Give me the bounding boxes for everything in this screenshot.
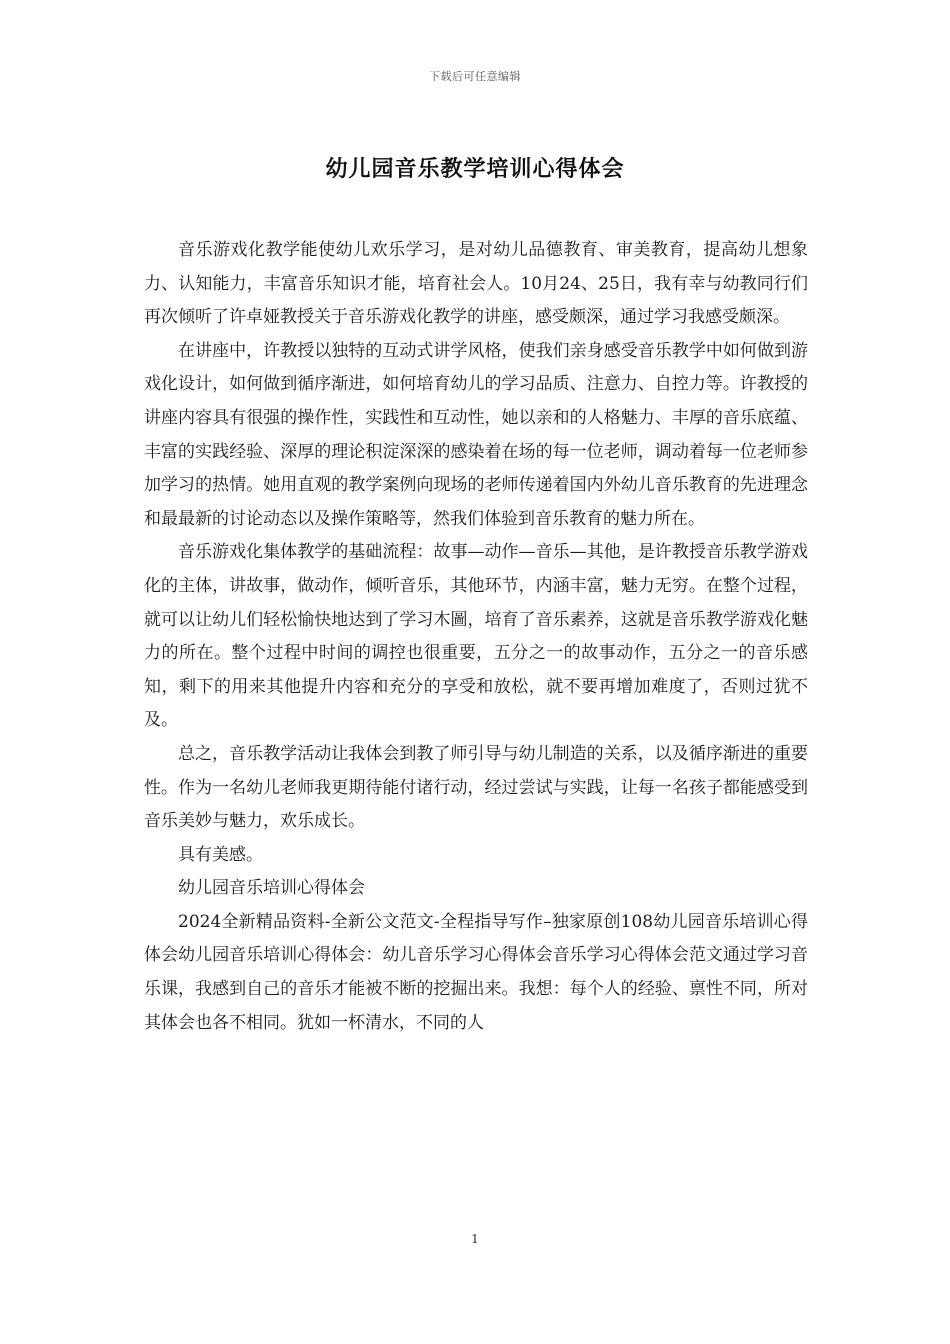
paragraph-2: 在讲座中，许教授以独特的互动式讲学风格，使我们亲身感受音乐教学中如何做到游戏化设计，如何做到循序渐进，如何培育幼儿的学习品质、注意力、自控力等。许教授的讲座内容具有很强的操作性，实践性和互动性，她以亲和的人格魅力、丰厚的音乐底蕴、丰富的实践经验、深厚的理论积淀深深的感染着在场的每一位老师，调动着每一位老师参加学习的热情。她用直观的教学案例向现场的老师传递着国内外幼儿音乐教育的先进理念和最最新的讨论动态以及操作策略等，然我们体验到音乐教育的魅力所在。 bbox=[144, 340, 808, 529]
paragraph-1: 音乐游戏化教学能使幼儿欢乐学习，是对幼儿品德教育、审美教育，提高幼儿想象力、认知能力，丰富音乐知识才能，培育社会人。10月24、25日，我有幸与幼教同行们再次倾听了许卓娅教授关于音乐游戏化教学的讲座，感受颇深，通过学习我感受颇深。 bbox=[144, 240, 808, 328]
paragraph-4: 总之，音乐教学活动让我体会到教了师引导与幼儿制造的关系，以及循序渐进的重要性。作为一名幼儿老师我更期待能付诸行动，经过尝试与实践，让每一名孩子都能感受到音乐美妙与魅力，欢乐成长。 bbox=[144, 743, 808, 832]
page-header: 下载后可任意编辑 bbox=[429, 70, 521, 83]
page-number: 1 bbox=[471, 1232, 479, 1246]
document-body bbox=[144, 234, 808, 1040]
paragraph-7: 2024全新精品资料-全新公文范文-全程指导写作–独家原创108幼儿园音乐培训心得体会幼儿园音乐培训心得体会：幼儿音乐学习心得体会音乐学习心得体会范文通过学习音乐课，我感到自己的音乐才能被不断的挖掘出来。我想：每个人的经验、禀性不同，所对其体会也各不相同。犹如一杯清水，不同的人 bbox=[144, 911, 808, 1033]
document-title: 幼儿园音乐教学培训心得体会 bbox=[325, 156, 625, 182]
paragraph-3: 音乐游戏化集体教学的基础流程：故事—动作—音乐—其他，是许教授音乐教学游戏化的主体，讲故事，做动作，倾听音乐，其他环节，内涵丰富，魅力无穷。在整个过程，就可以让幼儿们轻松愉快地达到了学习木圖，培育了音乐素养，这就是音乐教学游戏化魅力的所在。整个过程中时间的调控也很重要，五分之一的故事动作，五分之一的音乐感知，剩下的用来其他提升内容和充分的享受和放松，就不要再增加难度了，否则过犹不及。 bbox=[144, 542, 808, 731]
paragraph-5: 具有美感。 bbox=[178, 844, 263, 865]
paragraph-6: 幼儿园音乐培训心得体会 bbox=[178, 878, 365, 899]
